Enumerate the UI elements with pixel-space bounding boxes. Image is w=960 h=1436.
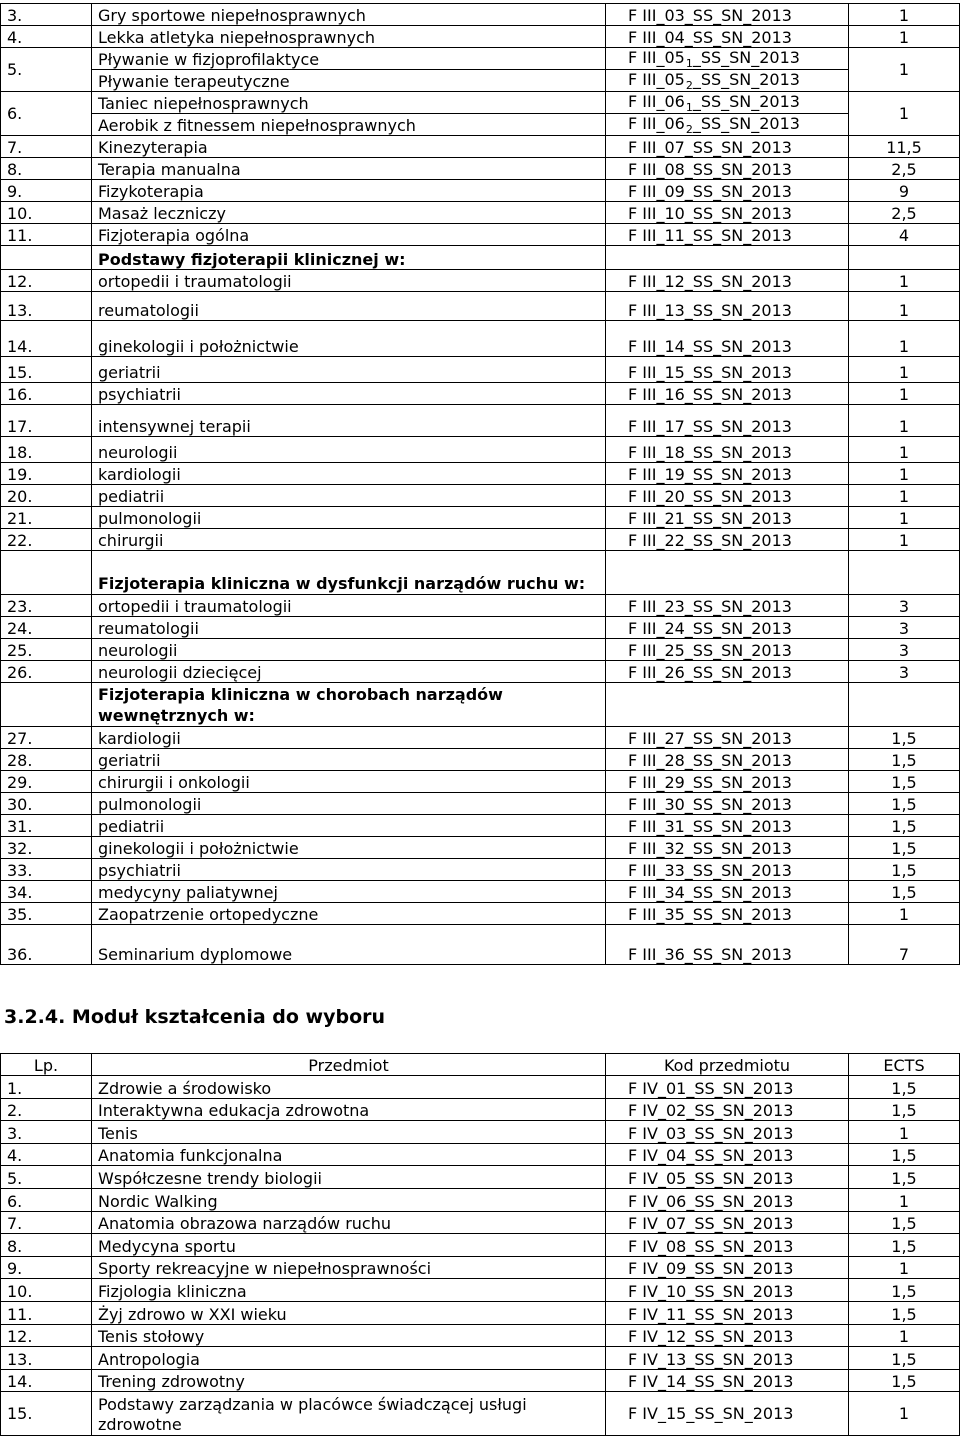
- ects-points: 1: [849, 48, 960, 92]
- ects-points: 2,5: [849, 202, 960, 224]
- table-row: [1, 224, 960, 246]
- ects-points: 1: [849, 1392, 960, 1436]
- ects-points: 4: [849, 224, 960, 246]
- subject-name: Masaż leczniczy: [92, 202, 606, 224]
- code-subscript: 1: [685, 101, 693, 114]
- subject-code: F IV_11_SS_SN_2013: [606, 1301, 849, 1324]
- header-code: Kod przedmiotu: [606, 1054, 849, 1076]
- table-row: [1, 357, 960, 383]
- ects-points: 1,5: [849, 771, 960, 793]
- code-empty: [606, 246, 849, 270]
- ects-empty: [849, 551, 960, 595]
- ects-points: 3: [849, 595, 960, 617]
- row-number: 3.: [1, 4, 92, 26]
- group-header: [92, 246, 606, 270]
- ects-points: 1: [849, 26, 960, 48]
- ects-points: 7: [849, 925, 960, 965]
- subject-name: Sporty rekreacyjne w niepełnosprawności: [92, 1256, 606, 1279]
- subject-name: reumatologii: [92, 292, 606, 321]
- ects-points: 3: [849, 639, 960, 661]
- subject-code: [606, 70, 849, 92]
- row-number: 6.: [1, 1188, 92, 1211]
- table-row: [1, 158, 960, 180]
- ects-points: 1,5: [849, 1369, 960, 1392]
- row-number: 10.: [1, 202, 92, 224]
- subject-code: [606, 48, 849, 70]
- subject-code: F IV_04_SS_SN_2013: [606, 1143, 849, 1166]
- subject-name: Trening zdrowotny: [92, 1369, 606, 1392]
- row-number: 22.: [1, 529, 92, 551]
- subject-name: Nordic Walking: [92, 1188, 606, 1211]
- subject-code: F III_09_SS_SN_2013: [606, 180, 849, 202]
- ects-points: 1: [849, 437, 960, 463]
- subject-code: F III_03_SS_SN_2013: [606, 4, 849, 26]
- ects-points: 1: [849, 903, 960, 925]
- subject-code: F III_24_SS_SN_2013: [606, 617, 849, 639]
- ects-points: 1,5: [849, 727, 960, 749]
- subject-name: Taniec niepełnosprawnych: [92, 92, 606, 114]
- subject-name: ginekologii i położnictwie: [92, 837, 606, 859]
- subject-code: F III_18_SS_SN_2013: [606, 437, 849, 463]
- subject-name: kardiologii: [92, 463, 606, 485]
- subject-code: F III_13_SS_SN_2013: [606, 292, 849, 321]
- ects-empty: [849, 246, 960, 270]
- subject-code: F IV_07_SS_SN_2013: [606, 1211, 849, 1234]
- subject-code: F III_08_SS_SN_2013: [606, 158, 849, 180]
- subject-name: Seminarium dyplomowe: [92, 925, 606, 965]
- subject-code: F III_25_SS_SN_2013: [606, 639, 849, 661]
- subject-code: F III_28_SS_SN_2013: [606, 749, 849, 771]
- row-number: 19.: [1, 463, 92, 485]
- row-number: 13.: [1, 292, 92, 321]
- row-number: 9.: [1, 180, 92, 202]
- group-header-row: [1, 551, 960, 595]
- table-row: [1, 1076, 960, 1099]
- ects-points: 1: [849, 357, 960, 383]
- subject-code: F IV_03_SS_SN_2013: [606, 1121, 849, 1144]
- table-header-row: [1, 1054, 960, 1076]
- ects-points: 9: [849, 180, 960, 202]
- row-number: 30.: [1, 793, 92, 815]
- ects-points: 1,5: [849, 815, 960, 837]
- table-row: [1, 1098, 960, 1121]
- ects-points: 1,5: [849, 1143, 960, 1166]
- table-row: [1, 1143, 960, 1166]
- ects-points: 1,5: [849, 1166, 960, 1189]
- code-subscript: 2: [685, 79, 693, 92]
- table-row: [1, 1211, 960, 1234]
- ects-points: 1: [849, 485, 960, 507]
- subject-code: F IV_15_SS_SN_2013: [606, 1392, 849, 1436]
- ects-points: 1: [849, 529, 960, 551]
- subject-name: Fizykoterapia: [92, 180, 606, 202]
- row-number: 11.: [1, 1301, 92, 1324]
- subject-name: Interaktywna edukacja zdrowotna: [92, 1098, 606, 1121]
- ects-points: 1,5: [849, 1347, 960, 1370]
- table-row: [1, 617, 960, 639]
- ects-points: 11,5: [849, 136, 960, 158]
- subject-name: Podstawy zarządzania w placówce świadczącej usługi zdrowotne: [92, 1392, 606, 1436]
- table-row: [1, 1166, 960, 1189]
- group-header: [92, 551, 606, 595]
- subject-name: pulmonologii: [92, 507, 606, 529]
- table-row: [1, 507, 960, 529]
- subject-code: F III_14_SS_SN_2013: [606, 321, 849, 357]
- row-number: 18.: [1, 437, 92, 463]
- ects-points: 1: [849, 1256, 960, 1279]
- subject-name: Antropologia: [92, 1347, 606, 1370]
- ects-points: 1: [849, 1188, 960, 1211]
- subject-name: pediatrii: [92, 485, 606, 507]
- row-number: 8.: [1, 1234, 92, 1257]
- code-empty: [606, 551, 849, 595]
- subject-name: Lekka atletyka niepełnosprawnych: [92, 26, 606, 48]
- subject-code: F III_07_SS_SN_2013: [606, 136, 849, 158]
- row-number: 2.: [1, 1098, 92, 1121]
- row-number: 29.: [1, 771, 92, 793]
- subject-code: F III_35_SS_SN_2013: [606, 903, 849, 925]
- elective-modules-table: [0, 1053, 960, 1436]
- subject-code: F III_20_SS_SN_2013: [606, 485, 849, 507]
- table-row: [1, 180, 960, 202]
- subject-name: psychiatrii: [92, 383, 606, 405]
- subject-name: Tenis: [92, 1121, 606, 1144]
- row-number: 5.: [1, 48, 92, 92]
- subject-name: Gry sportowe niepełnosprawnych: [92, 4, 606, 26]
- subject-name: Zaopatrzenie ortopedyczne: [92, 903, 606, 925]
- row-number: 13.: [1, 1347, 92, 1370]
- subject-code: F III_36_SS_SN_2013: [606, 925, 849, 965]
- ects-points: 1,5: [849, 793, 960, 815]
- subject-code: F III_26_SS_SN_2013: [606, 661, 849, 683]
- row-number: 4.: [1, 1143, 92, 1166]
- group-header-text: Fizjoterapia kliniczna w dysfunkcji narządów ruchu w:: [98, 574, 586, 593]
- subject-name: neurologii: [92, 639, 606, 661]
- subject-code: F IV_05_SS_SN_2013: [606, 1166, 849, 1189]
- ects-points: 1,5: [849, 1076, 960, 1099]
- ects-points: 1,5: [849, 1301, 960, 1324]
- row-number: 5.: [1, 1166, 92, 1189]
- subject-name: Zdrowie a środowisko: [92, 1076, 606, 1099]
- row-number: 14.: [1, 1369, 92, 1392]
- subject-name: chirurgii: [92, 529, 606, 551]
- ects-points: 1,5: [849, 1234, 960, 1257]
- subject-name: medycyny paliatywnej: [92, 881, 606, 903]
- subject-code: F IV_12_SS_SN_2013: [606, 1324, 849, 1347]
- subject-code: F IV_02_SS_SN_2013: [606, 1098, 849, 1121]
- ects-points: 3: [849, 661, 960, 683]
- row-number: 33.: [1, 859, 92, 881]
- row-number: 15.: [1, 357, 92, 383]
- subject-code: F III_19_SS_SN_2013: [606, 463, 849, 485]
- table-row: [1, 270, 960, 292]
- subject-code: F III_12_SS_SN_2013: [606, 270, 849, 292]
- row-number: 24.: [1, 617, 92, 639]
- subject-name: Kinezyterapia: [92, 136, 606, 158]
- row-number: 26.: [1, 661, 92, 683]
- code-subscript: 2: [685, 123, 693, 136]
- subject-code: F III_04_SS_SN_2013: [606, 26, 849, 48]
- table-row: [1, 793, 960, 815]
- subject-name: Żyj zdrowo w XXI wieku: [92, 1301, 606, 1324]
- table-row: [1, 463, 960, 485]
- ects-points: 1: [849, 321, 960, 357]
- row-number: 36.: [1, 925, 92, 965]
- subject-name: kardiologii: [92, 727, 606, 749]
- subject-name: Anatomia obrazowa narządów ruchu: [92, 1211, 606, 1234]
- row-number: 3.: [1, 1121, 92, 1144]
- table-row: [1, 114, 960, 136]
- row-number: 35.: [1, 903, 92, 925]
- table-row: [1, 48, 960, 70]
- table-row: [1, 92, 960, 114]
- code-empty: [606, 683, 849, 727]
- table-row: [1, 1369, 960, 1392]
- row-number: 21.: [1, 507, 92, 529]
- row-number: 25.: [1, 639, 92, 661]
- ects-points: 1,5: [849, 837, 960, 859]
- table-row: [1, 1301, 960, 1324]
- row-number: 7.: [1, 1211, 92, 1234]
- subject-name: Aerobik z fitnessem niepełnosprawnych: [92, 114, 606, 136]
- group-header-text: Fizjoterapia kliniczna w chorobach narządów wewnętrznych w:: [98, 685, 503, 725]
- ects-points: 1: [849, 292, 960, 321]
- row-number: 31.: [1, 815, 92, 837]
- table-row: [1, 815, 960, 837]
- section-title: 3.2.4. Moduł kształcenia do wyboru: [4, 1006, 386, 1028]
- subject-code: F IV_14_SS_SN_2013: [606, 1369, 849, 1392]
- subject-name: neurologii: [92, 437, 606, 463]
- row-number: 1.: [1, 1076, 92, 1099]
- table-row: [1, 1279, 960, 1302]
- ects-points: 1,5: [849, 881, 960, 903]
- ects-points: 1: [849, 383, 960, 405]
- table-row: [1, 70, 960, 92]
- table-row: [1, 749, 960, 771]
- table-row: [1, 1234, 960, 1257]
- row-number: 9.: [1, 1256, 92, 1279]
- subject-name: Pływanie w fizjoprofilaktyce: [92, 48, 606, 70]
- table-row: [1, 405, 960, 437]
- table-row: [1, 903, 960, 925]
- ects-points: 1,5: [849, 859, 960, 881]
- row-number: 11.: [1, 224, 92, 246]
- subject-code: F III_33_SS_SN_2013: [606, 859, 849, 881]
- table-row: [1, 4, 960, 26]
- subject-name: chirurgii i onkologii: [92, 771, 606, 793]
- subject-name: Medycyna sportu: [92, 1234, 606, 1257]
- row-number: 6.: [1, 92, 92, 136]
- ects-points: 1: [849, 507, 960, 529]
- table-row: [1, 1121, 960, 1144]
- subject-code: F III_10_SS_SN_2013: [606, 202, 849, 224]
- curriculum-table-module-3: [0, 3, 960, 965]
- code-suffix: _SS_SN_2013: [692, 92, 800, 111]
- subject-code: F III_32_SS_SN_2013: [606, 837, 849, 859]
- ects-points: 1: [849, 1324, 960, 1347]
- table-row: [1, 383, 960, 405]
- header-subject: Przedmiot: [92, 1054, 606, 1076]
- subject-name: ortopedii i traumatologii: [92, 270, 606, 292]
- subject-name: pediatrii: [92, 815, 606, 837]
- table-row: [1, 727, 960, 749]
- subject-code: F III_16_SS_SN_2013: [606, 383, 849, 405]
- row-number: 20.: [1, 485, 92, 507]
- subject-code: F III_22_SS_SN_2013: [606, 529, 849, 551]
- subject-name: ginekologii i położnictwie: [92, 321, 606, 357]
- subject-name: pulmonologii: [92, 793, 606, 815]
- code-prefix: F III_06: [628, 114, 685, 133]
- subject-code: [606, 114, 849, 136]
- row-number: 8.: [1, 158, 92, 180]
- subject-code: F IV_09_SS_SN_2013: [606, 1256, 849, 1279]
- ects-points: 1: [849, 463, 960, 485]
- subject-code: F III_30_SS_SN_2013: [606, 793, 849, 815]
- subject-name: ortopedii i traumatologii: [92, 595, 606, 617]
- code-suffix: _SS_SN_2013: [692, 70, 800, 89]
- header-ects: ECTS: [849, 1054, 960, 1076]
- subject-code: F IV_08_SS_SN_2013: [606, 1234, 849, 1257]
- header-lp: Lp.: [1, 1054, 92, 1076]
- table-row: [1, 1188, 960, 1211]
- table-row: [1, 881, 960, 903]
- table-row: [1, 639, 960, 661]
- row-number: 16.: [1, 383, 92, 405]
- group-header-text: Podstawy fizjoterapii klinicznej w:: [98, 250, 406, 269]
- subject-code: [606, 92, 849, 114]
- subject-code: F III_15_SS_SN_2013: [606, 357, 849, 383]
- subject-name: Współczesne trendy biologii: [92, 1166, 606, 1189]
- table-row: [1, 1392, 960, 1436]
- table-row: [1, 1256, 960, 1279]
- code-prefix: F III_06: [628, 92, 685, 111]
- subject-name: geriatrii: [92, 357, 606, 383]
- row-number: 32.: [1, 837, 92, 859]
- table-row: [1, 437, 960, 463]
- ects-points: 1: [849, 92, 960, 136]
- subject-code: F IV_01_SS_SN_2013: [606, 1076, 849, 1099]
- table-row: [1, 837, 960, 859]
- subject-code: F III_27_SS_SN_2013: [606, 727, 849, 749]
- subject-code: F IV_10_SS_SN_2013: [606, 1279, 849, 1302]
- code-prefix: F III_05: [628, 48, 685, 67]
- subject-name: psychiatrii: [92, 859, 606, 881]
- code-suffix: _SS_SN_2013: [692, 114, 800, 133]
- ects-points: 1,5: [849, 749, 960, 771]
- ects-points: 1,5: [849, 1279, 960, 1302]
- table-row: [1, 321, 960, 357]
- subject-code: F III_21_SS_SN_2013: [606, 507, 849, 529]
- subject-code: F III_29_SS_SN_2013: [606, 771, 849, 793]
- row-number: 17.: [1, 405, 92, 437]
- row-number-empty: [1, 551, 92, 595]
- subject-name: Fizjologia kliniczna: [92, 1279, 606, 1302]
- subject-code: F III_11_SS_SN_2013: [606, 224, 849, 246]
- subject-name: geriatrii: [92, 749, 606, 771]
- subject-name: Terapia manualna: [92, 158, 606, 180]
- row-number: 27.: [1, 727, 92, 749]
- subject-name: Anatomia funkcjonalna: [92, 1143, 606, 1166]
- row-number: 23.: [1, 595, 92, 617]
- row-number: 34.: [1, 881, 92, 903]
- subject-name: Pływanie terapeutyczne: [92, 70, 606, 92]
- ects-points: 1: [849, 405, 960, 437]
- table-row: [1, 529, 960, 551]
- ects-empty: [849, 683, 960, 727]
- row-number: 10.: [1, 1279, 92, 1302]
- subject-code: F III_34_SS_SN_2013: [606, 881, 849, 903]
- code-subscript: 1: [685, 57, 693, 70]
- subject-code: F III_17_SS_SN_2013: [606, 405, 849, 437]
- subject-name: intensywnej terapii: [92, 405, 606, 437]
- table-row: [1, 859, 960, 881]
- row-number: 28.: [1, 749, 92, 771]
- ects-points: 1: [849, 1121, 960, 1144]
- subject-name: reumatologii: [92, 617, 606, 639]
- table-row: [1, 595, 960, 617]
- row-number: 4.: [1, 26, 92, 48]
- ects-points: 1: [849, 270, 960, 292]
- table-row: [1, 1324, 960, 1347]
- row-number: 14.: [1, 321, 92, 357]
- table-row: [1, 925, 960, 965]
- row-number-empty: [1, 246, 92, 270]
- table-row: [1, 202, 960, 224]
- group-header-row: [1, 246, 960, 270]
- ects-points: 3: [849, 617, 960, 639]
- subject-code: F IV_06_SS_SN_2013: [606, 1188, 849, 1211]
- table-row: [1, 136, 960, 158]
- table-row: [1, 661, 960, 683]
- subject-code: F IV_13_SS_SN_2013: [606, 1347, 849, 1370]
- row-number: 15.: [1, 1392, 92, 1436]
- subject-code: F III_31_SS_SN_2013: [606, 815, 849, 837]
- table-row: [1, 485, 960, 507]
- group-header-row: [1, 683, 960, 727]
- code-prefix: F III_05: [628, 70, 685, 89]
- subject-name: Fizjoterapia ogólna: [92, 224, 606, 246]
- row-number: 7.: [1, 136, 92, 158]
- row-number: 12.: [1, 270, 92, 292]
- table-row: [1, 1347, 960, 1370]
- ects-points: 2,5: [849, 158, 960, 180]
- table-row: [1, 292, 960, 321]
- subject-code: F III_23_SS_SN_2013: [606, 595, 849, 617]
- ects-points: 1: [849, 4, 960, 26]
- table-row: [1, 771, 960, 793]
- table-row: [1, 26, 960, 48]
- group-header: [92, 683, 606, 727]
- ects-points: 1,5: [849, 1211, 960, 1234]
- ects-points: 1,5: [849, 1098, 960, 1121]
- subject-name: neurologii dziecięcej: [92, 661, 606, 683]
- code-suffix: _SS_SN_2013: [692, 48, 800, 67]
- row-number-empty: [1, 683, 92, 727]
- row-number: 12.: [1, 1324, 92, 1347]
- subject-name: Tenis stołowy: [92, 1324, 606, 1347]
